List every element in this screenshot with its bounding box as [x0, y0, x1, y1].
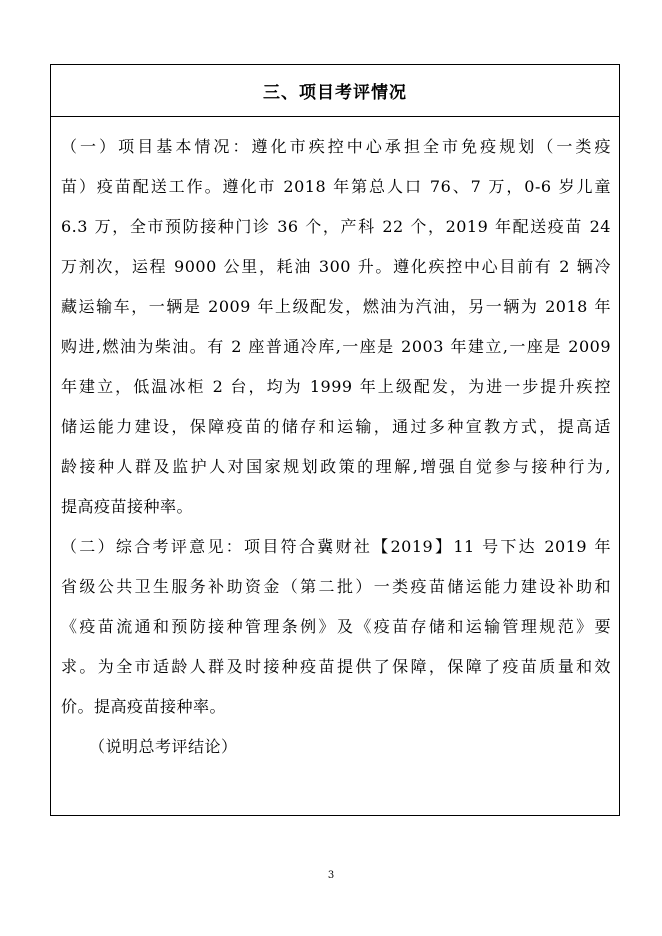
paragraph-line: （二）综合考评意见：项目符合冀财社【2019】11 号下达 2019 年	[61, 537, 611, 556]
title-row	[51, 65, 619, 117]
paragraph-line: 藏运输车，一辆是 2009 年上级配发，燃油为汽油，另一辆为 2018 年	[61, 297, 611, 316]
paragraph-line: 储运能力建设，保障疫苗的储存和运输，通过多种宣教方式，提高适	[61, 417, 611, 436]
paragraph-line: 价。提高疫苗接种率。	[61, 697, 227, 716]
paragraph-line: 6.3 万，全市预防接种门诊 36 个，产科 22 个，2019 年配送疫苗 24	[61, 217, 611, 236]
section-title: 三、项目考评情况	[263, 83, 407, 103]
paragraph-line: 提高疫苗接种率。	[61, 497, 194, 516]
paragraph-line: 万剂次，运程 9000 公里，耗油 300 升。遵化疾控中心目前有 2 辆冷	[61, 257, 611, 276]
page-number: 3	[327, 870, 335, 881]
paragraph-line: （一）项目基本情况：遵化市疾控中心承担全市免疫规划（一类疫	[61, 137, 611, 156]
conclusion-note: （说明总考评结论）	[89, 737, 238, 756]
paragraph-line: 年建立，低温冰柜 2 台，均为 1999 年上级配发，为进一步提升疾控	[61, 377, 611, 396]
paragraph-line: 购进,燃油为柴油。有 2 座普通冷库,一座是 2003 年建立,一座是 2009	[61, 337, 611, 356]
paragraph-line: 《疫苗流通和预防接种管理条例》及《疫苗存储和运输管理规范》要	[61, 617, 611, 636]
paragraph-line: 苗）疫苗配送工作。遵化市 2018 年第总人口 76、7 万，0-6 岁儿童	[61, 177, 611, 196]
evaluation-content	[51, 117, 619, 815]
evaluation-table	[50, 64, 620, 816]
paragraph-line: 省级公共卫生服务补助资金（第二批）一类疫苗储运能力建设补助和	[61, 577, 611, 596]
paragraph-line: 龄接种人群及监护人对国家规划政策的理解,增强自觉参与接种行为,	[61, 457, 611, 476]
paragraph-line: 求。为全市适龄人群及时接种疫苗提供了保障，保障了疫苗质量和效	[61, 657, 611, 676]
